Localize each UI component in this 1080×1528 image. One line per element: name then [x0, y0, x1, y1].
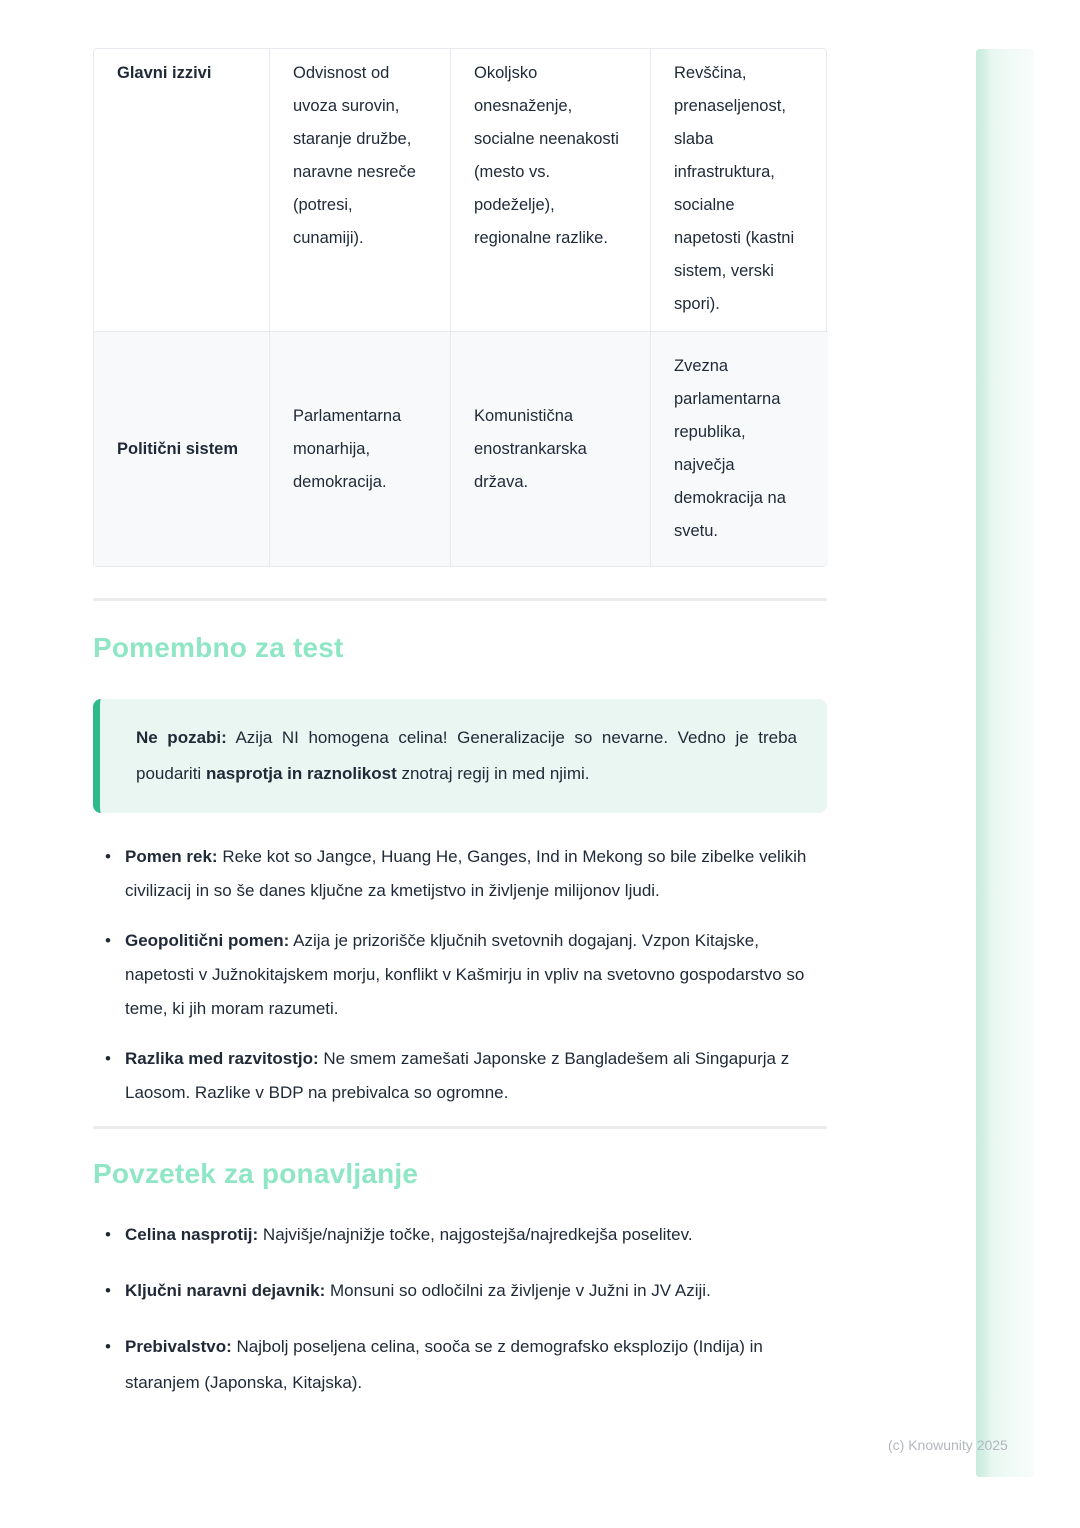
list-item	[105, 1273, 827, 1309]
list-item-lead: Prebivalstvo:	[125, 1337, 232, 1356]
table-row-label: Politični sistem	[94, 331, 269, 566]
list-item	[105, 1217, 827, 1253]
document-content	[93, 48, 827, 1401]
list-item-text: Monsuni so odločilni za življenje v Južni in JV Aziji.	[325, 1281, 711, 1300]
list-item-lead: Razlika med razvitostjo:	[125, 1049, 319, 1068]
list-item-text: Najbolj poseljena celina, sooča se z demografsko eksplozijo (Indija) in staranjem (Japonska, Kitajska).	[125, 1337, 763, 1392]
summary-list	[93, 1217, 827, 1401]
note-callout	[93, 699, 827, 813]
list-item-text: Azija je prizorišče ključnih svetovnih dogajanj. Vzpon Kitajske, napetosti v Južnokitajskem morju, konflikt v Kašmirju in vpliv na svetovno gospodarstvo so teme, ki jih moram razumeti.	[125, 931, 805, 1018]
table-row-label: Glavni izzivi	[117, 64, 212, 82]
page-accent-bar	[976, 49, 1034, 1477]
callout-lead: Ne pozabi:	[136, 728, 227, 747]
copyright-footer: (c) Knowunity 2025	[888, 1437, 1008, 1453]
section-heading-important: Pomembno za test	[93, 632, 344, 663]
list-item-lead: Ključni naravni dejavnik:	[125, 1281, 326, 1300]
list-item	[105, 1042, 827, 1110]
list-item-text: Najvišje/najnižje točke, najgostejša/najredkejša poselitev.	[258, 1225, 693, 1244]
list-item	[105, 1329, 827, 1401]
list-item-lead: Pomen rek:	[125, 847, 218, 866]
list-item-lead: Geopolitični pomen:	[125, 931, 290, 950]
table-cell: Komunistična enostrankarska država.	[450, 331, 650, 566]
callout-emphasis: nasprotja in raznolikost	[205, 764, 397, 783]
section-divider	[93, 598, 827, 601]
list-item-lead: Celina nasprotij:	[125, 1225, 259, 1244]
callout-text	[136, 728, 797, 783]
list-item-text: Ne smem zamešati Japonske z Bangladešem ali Singapurja z Laosom. Razlike v BDP na prebivalca so ogromne.	[125, 1049, 790, 1102]
table-cell: Revščina, prenaseljenost, slaba infrastruktura, socialne napetosti (kastni sistem, verski spori).	[650, 49, 828, 331]
table-cell: Okoljsko onesnaženje, socialne neenakosti (mesto vs. podeželje), regionalne razlike.	[450, 49, 650, 331]
comparison-table	[93, 48, 827, 567]
table-cell: Zvezna parlamentarna republika, največja demokracija na svetu.	[650, 331, 828, 566]
list-item-text: Reke kot so Jangce, Huang He, Ganges, Ind in Mekong so bile zibelke velikih civilizacij in so še danes ključne za kmetijstvo in življenje milijonov ljudi.	[125, 847, 807, 900]
table-cell: Odvisnost od uvoza surovin, staranje družbe, naravne nesreče (potresi, cunamiji).	[269, 49, 450, 331]
callout-body: Azija NI homogena celina! Generalizacije so nevarne. Vedno je treba poudariti	[136, 728, 798, 783]
section-heading-summary: Povzetek za ponavljanje	[93, 1158, 419, 1189]
table-cell: Parlamentarna monarhija, demokracija.	[269, 331, 450, 566]
list-item	[105, 924, 827, 1026]
key-points-list	[93, 840, 827, 1110]
section-divider	[93, 1126, 827, 1129]
list-item	[105, 840, 827, 908]
callout-tail: znotraj regij in med njimi.	[396, 764, 590, 783]
